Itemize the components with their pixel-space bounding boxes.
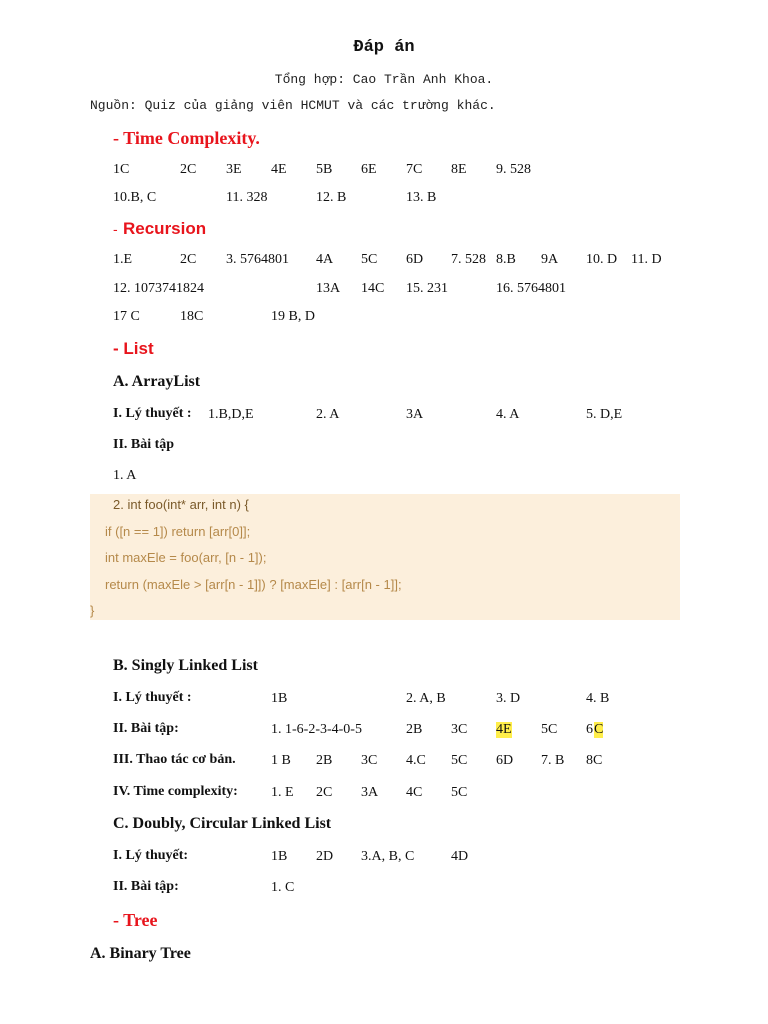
tree-heading: - Tree bbox=[113, 910, 158, 930]
answer: 9A bbox=[541, 252, 559, 267]
answer: 8E bbox=[451, 162, 467, 177]
answer: 3A bbox=[361, 785, 379, 800]
code-line-5: } bbox=[90, 603, 95, 618]
binary-tree-heading: A. Binary Tree bbox=[90, 945, 191, 962]
answer: 13A bbox=[316, 281, 341, 296]
time-complexity-heading: - Time Complexity. bbox=[113, 128, 260, 148]
answer: 7. B bbox=[541, 753, 565, 768]
code-line-2: if ([n == 1]) return [arr[0]]; bbox=[105, 524, 251, 539]
answer: 5C bbox=[451, 753, 468, 768]
answer: 5B bbox=[316, 162, 333, 177]
recursion-dash: - bbox=[113, 221, 118, 237]
answer: 1B bbox=[271, 849, 288, 864]
answer: 5C bbox=[361, 252, 378, 267]
answer: 1B bbox=[271, 691, 288, 706]
answer: 4. A bbox=[496, 407, 520, 422]
answer: 10. D bbox=[586, 252, 618, 267]
answer: 6 bbox=[586, 722, 593, 737]
answer: 5C bbox=[541, 722, 558, 737]
answer: 1 B bbox=[271, 753, 291, 768]
answer: 2C bbox=[180, 252, 197, 267]
compiled-by: Tổng hợp: Cao Trần Anh Khoa. bbox=[274, 72, 494, 87]
answer: 9. 528 bbox=[496, 162, 531, 177]
basic-label: III. Thao tác cơ bản. bbox=[113, 752, 236, 767]
answer: 12. 1073741824 bbox=[113, 281, 204, 296]
answer: 6D bbox=[406, 252, 424, 267]
answer: 3A bbox=[406, 407, 424, 422]
answer: 5C bbox=[451, 785, 468, 800]
answer: 2C bbox=[180, 162, 197, 177]
answer: 2C bbox=[316, 785, 333, 800]
answer: 2. A bbox=[316, 407, 340, 422]
answer: 7C bbox=[406, 162, 423, 177]
code-line-4: return (maxEle > [arr[n - 1]]) ? [maxEle] : [arr[n - 1]]; bbox=[105, 577, 402, 592]
answer: 4.C bbox=[406, 753, 426, 768]
answer: 11. 328 bbox=[226, 190, 268, 205]
answer: 6E bbox=[361, 162, 377, 177]
answer: 1. E bbox=[271, 785, 294, 800]
arraylist-heading: A. ArrayList bbox=[113, 373, 201, 390]
arraylist-exercise-label: II. Bài tập bbox=[113, 437, 175, 452]
answer: 12. B bbox=[316, 190, 347, 205]
answer: 3C bbox=[361, 753, 378, 768]
page-title: Đáp án bbox=[353, 38, 415, 57]
answer: 2. A, B bbox=[406, 691, 446, 706]
answer: 1.E bbox=[113, 252, 133, 267]
answer: 1C bbox=[113, 162, 130, 177]
code-line-1: 2. int foo(int* arr, int n) { bbox=[113, 497, 249, 512]
answer-highlighted: C bbox=[594, 722, 604, 737]
exercise-label: II. Bài tập: bbox=[113, 721, 179, 736]
answer: 1.B,D,E bbox=[208, 407, 254, 422]
answer: 4E bbox=[271, 162, 287, 177]
doubly-heading: C. Doubly, Circular Linked List bbox=[113, 815, 332, 832]
answer: 5. D,E bbox=[586, 407, 623, 422]
source-line: Nguồn: Quiz của giảng viên HCMUT và các trường khác. bbox=[90, 98, 496, 113]
answer: 2D bbox=[316, 849, 334, 864]
answer: 1. 1-6-2-3-4-0-5 bbox=[271, 722, 362, 737]
answer: 10.B, C bbox=[113, 190, 157, 205]
answer: 1. C bbox=[271, 880, 295, 895]
exercise-label: II. Bài tập: bbox=[113, 879, 179, 894]
answer: 16. 5764801 bbox=[496, 281, 566, 296]
answer: 4D bbox=[451, 849, 469, 864]
answer: 3.A, B, C bbox=[361, 849, 415, 864]
answer: 8C bbox=[586, 753, 603, 768]
list-heading: - List bbox=[113, 339, 154, 358]
answer: 4. B bbox=[586, 691, 610, 706]
answer: 3. D bbox=[496, 691, 521, 706]
answer: 7. 528 bbox=[451, 252, 486, 267]
answer: 11. D bbox=[631, 252, 662, 267]
theory-label: I. Lý thuyết : bbox=[113, 406, 192, 421]
complexity-label: IV. Time complexity: bbox=[113, 784, 238, 799]
answer: 3. 5764801 bbox=[226, 252, 289, 267]
answer: 14C bbox=[361, 281, 385, 296]
answer: 4C bbox=[406, 785, 423, 800]
answer: 8.B bbox=[496, 252, 516, 267]
answer: 3C bbox=[451, 722, 468, 737]
answer: 17 C bbox=[113, 309, 140, 324]
singly-heading: B. Singly Linked List bbox=[113, 657, 258, 674]
arraylist-exercise-1: 1. A bbox=[113, 468, 137, 483]
answer: 4A bbox=[316, 252, 334, 267]
answer: 19 B, D bbox=[271, 309, 315, 324]
answer: 13. B bbox=[406, 190, 437, 205]
answer: 3E bbox=[226, 162, 242, 177]
answer: 6D bbox=[496, 753, 514, 768]
recursion-heading: Recursion bbox=[123, 219, 207, 238]
answer: 2B bbox=[406, 722, 423, 737]
answer: 2B bbox=[316, 753, 333, 768]
theory-label: I. Lý thuyết: bbox=[113, 848, 189, 863]
theory-label: I. Lý thuyết : bbox=[113, 690, 192, 705]
answer: 18C bbox=[180, 309, 204, 324]
answer-highlighted: 4E bbox=[496, 722, 512, 737]
code-line-3: int maxEle = foo(arr, [n - 1]); bbox=[105, 550, 267, 565]
answer: 15. 231 bbox=[406, 281, 448, 296]
